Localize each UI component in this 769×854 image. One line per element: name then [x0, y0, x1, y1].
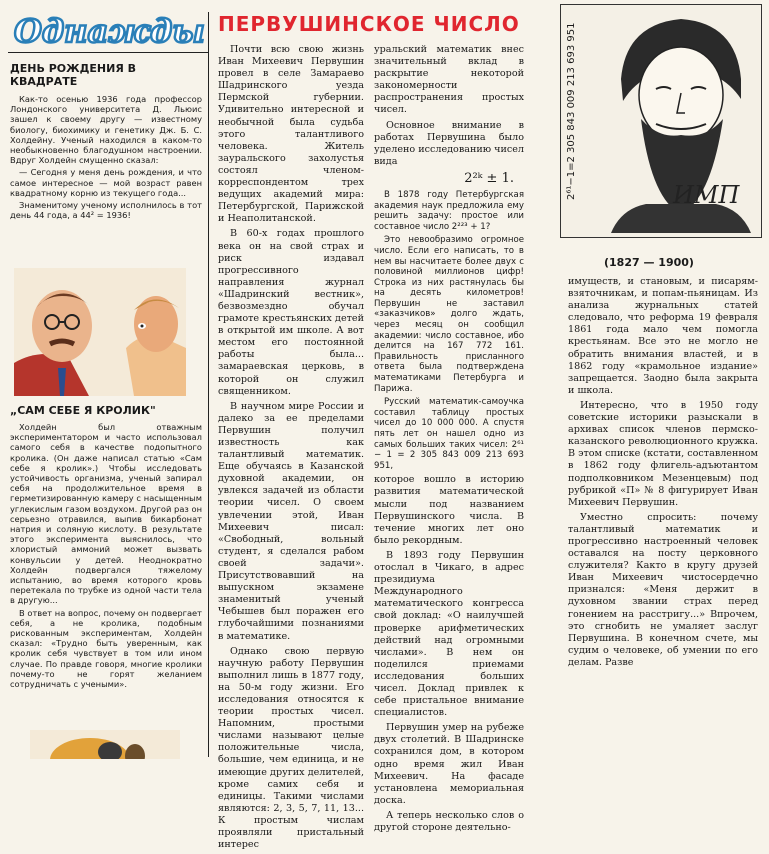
article-title: ПЕРВУШИНСКОЕ ЧИСЛО: [218, 12, 520, 36]
logo-text: Однажды: [14, 12, 205, 50]
body-paragraph: В 60-х годах прошлого века он на свой страх и риск издавал прогрессивного направления журнал «Шадринский вестник», безвозмездно обучал грамоте крестьянских детей в открытой им школе. А вот местом его постоянной работы была... замараевская церковь, в которой он служил священником.: [218, 228, 364, 397]
formula: 2²ᵏ ± 1.: [464, 170, 514, 186]
left-paragraph: Как-то осенью 1936 года профессор Лондонского университета Д. Льюис зашел к своему другу — известному биологу, биохимику и генетику Дж. Б. С. Холдейну. Ученый находился в каком-то необыкновенно благодушном настроении. Вдруг Холдейн смущенно сказал:: [10, 94, 202, 166]
years: (1827 — 1900): [604, 256, 694, 269]
bottom-illustration: [30, 730, 180, 759]
portrait-box: [560, 4, 762, 238]
vertical-number: 2⁶¹−1=2 305 843 009 213 693 951: [566, 22, 577, 200]
body-paragraph: В 1893 году Первушин отослал в Чикаго, в адрес президиума Международного математического конгресса свой доклад: «О наилучшей проверке арифметических действий над огромными числами». В нем он поделился приемами исследования больших чисел. Доклад привлек к себе пристальное внимание специалистов.: [374, 549, 524, 719]
logo-graphic: [8, 6, 208, 52]
body-paragraph: Почти всю свою жизнь Иван Михеевич Первушин провел в селе Замараево Шадринского уезда Пермской губернии. Удивительно интересной и необычной была судьба этого талантливого человека. Житель зауральского захолустья состоял членом-корреспондентом трех ведущих академий мира: Петербургской, Парижской и Неаполитанской.: [218, 44, 364, 225]
sidebar-paragraph: Это невообразимо огромное число. Если его написать, то в нем вы насчитаете более двух с половиной миллионов цифр! Строка из них растянулась бы на десять километров! Первушин не заставил «заказчиков» долго ждать, через месяц он сообщил академии: число составное, ибо делится на 167 772 161. Правильность присланного ответа была подтверждена математиками Петербурга и Парижа.: [374, 235, 524, 394]
body-paragraph: Первушин умер на рубеже двух столетий. В Шадринске сохранился дом, в котором одно время жил Иван Михеевич. На фасаде установлена мемориальная доска.: [374, 722, 524, 806]
caricature-illustration: [14, 268, 186, 396]
body-paragraph: уральский математик внес значительный вклад в раскрытие некоторой закономерности распространения простых чисел.: [374, 44, 524, 116]
column-4: [568, 276, 758, 672]
body-paragraph: имуществ, и становым, и писарям-взяточникам, и попам-пьяницам. Из анализа журнальных статей следовало, что реформа 19 февраля 1861 года мало чем помогла крестьянам. Все это не могло не обратить внимания властей, и в 1862 году «крамольное издание» запрещается. Заодно была закрыта и школа.: [568, 276, 758, 396]
body-paragraph: Уместно спросить: почему талантливый математик и прогрессивно настроенный человек оставался на посту церковного служителя? Както в кругу друзей Иван Михеевич чистосердечно признался: «Меня держит в духовном звании страх перед гонением на расстригу...» Впрочем, это сгнобить не умаляет заслуг Первушина. В конечном счете, мы судим о человеке, об умении по его делам. Разве: [568, 511, 758, 668]
body-paragraph: Интересно, что в 1950 году советские историки разыскали в архивах список членов пермско-казанского революционного кружка. В этом списке (кстати, составленном в 1862 году флигель-адъютантом подполковником Мезенцевым) под рубрикой «П» № 8 фигурирует Иван Михеевич Первушин.: [568, 399, 759, 508]
column-2: [218, 44, 364, 854]
sidebar-paragraph: В 1878 году Петербургская академия наук предложила ему решить задачу: простое или составное число 2²²³ + 1?: [374, 189, 524, 232]
column-3: [374, 44, 524, 837]
heading-birthday: ДЕНЬ РОЖДЕНИЯ В КВАДРАТЕ: [10, 62, 137, 88]
left-paragraph: В ответ на вопрос, почему он подвергает себя, а не кролика, подобным рискованным экспериментам, Холдейн сказал: «Трудно быть уверенным, как кролик себя чувствует в том или ином случае. По правде говоря, многие кролики почему-то не горят желанием сотрудничать с учеными».: [10, 607, 202, 690]
body-paragraph: А теперь несколько слов о другой стороне деятельно-: [374, 809, 524, 833]
left-column-lower: [10, 404, 202, 691]
body-paragraph: Однако свою первую научную работу Первушин выполнил лишь в 1877 году, на 50-м году жизни. Его исследования относятся к теории простых чисел. Напомним, простыми числами называют целые положительные числа, большие, чем единица, и не имеющие других делителей, кроме самих себя и единицы. Такими числами являются: 2, 3, 5, 7, 11, 13... К простым числам проявляли пристальный интерес: [218, 645, 364, 851]
magazine-logo: [8, 6, 208, 52]
heading-rabbit: „САМ СЕБЕ Я КРОЛИК": [10, 404, 156, 417]
left-column: [10, 62, 202, 222]
left-paragraph: — Сегодня у меня день рождения, и что самое интересное — мой возраст равен квадратному корню из текущего года...: [10, 167, 202, 198]
body-paragraph: которое вошло в историю развития математической мысли под названием Первушинского числа. В течение многих лет оно было рекордным.: [374, 474, 524, 546]
left-paragraph: Знаменитому ученому исполнилось в тот день 44 года, а 44² = 1936!: [10, 200, 202, 221]
monogram: ИМП: [673, 181, 740, 209]
sidebar-paragraph: Русский математик-самоучка составил таблицу простых чисел до 10 000 000. А спустя пять лет он нашел одно из самых больших таких чисел: 2⁶¹ − 1 = 2 305 843 009 213 693 951,: [374, 397, 524, 471]
body-paragraph: В научном мире России и далеко за ее пределами Первушин получил известность как талантливый математик. Еще обучаясь в Казанской духовной академии, он увлекся задачей из области теории чисел. О своем увлечении этой, Иван Михеевич писал: «Свободный, вольный студент, я сделался рабом своей задачи». Присутствовавший на выпускном экзамене знаменитый ученый Чебышев был поражен его глубочайшими познаниями в математике.: [218, 400, 364, 642]
body-paragraph: Основное внимание в работах Первушина было уделено исследованию чисел вида: [374, 119, 525, 167]
left-paragraph: Холдейн был отважным экспериментатором и часто использовал самого себя в качестве подопытного кролика. (Он даже написал статью «Сам себе я кролик».) Чтобы исследовать устойчивость организма, ученый запирал себя на продолжительное время в герметизированную камеру с насыщенным углекислым газом воздухом. Другой раз он серьезно отравился, выпив бикарбонат натрия и соляную кислоту. В результате этого эксперимента выяснилось, что хлористый аммоний может вызвать конвульсии у детей. Неоднократно Холдейн подвергался тяжелому испытанию, во время которого кровь перетекала по трубке из одной части тела в другую...: [10, 422, 202, 606]
